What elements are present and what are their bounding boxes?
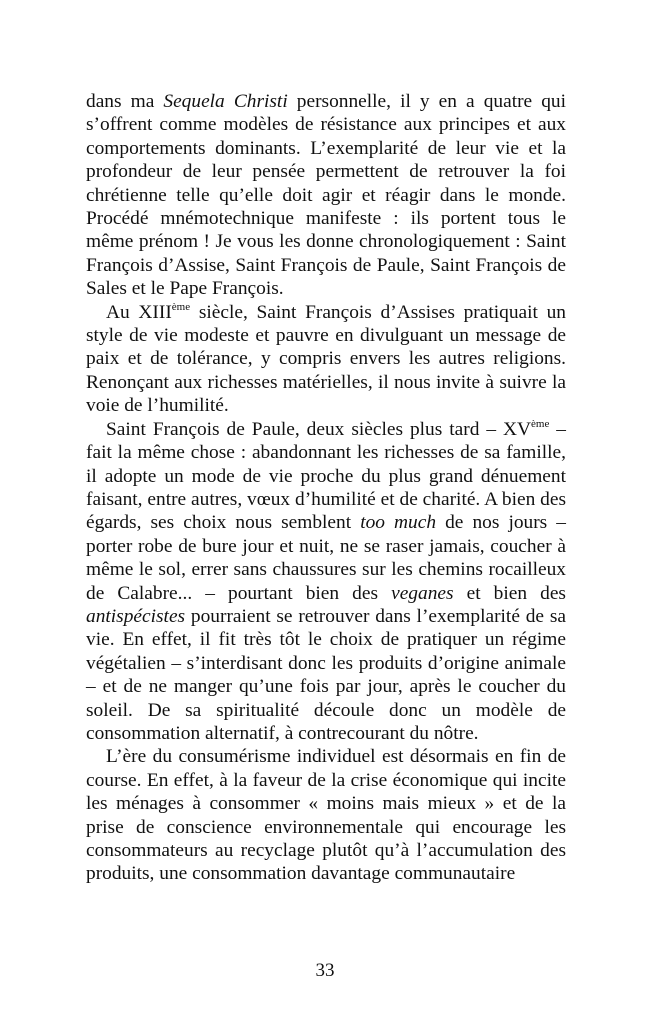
text-run: Au XIII xyxy=(106,301,172,323)
paragraph xyxy=(86,301,566,418)
text-run: et bien des xyxy=(453,582,566,604)
italic-text: too much xyxy=(360,512,437,534)
italic-text: Sequela Christi xyxy=(163,91,288,112)
text-run: siècle, Saint François d’Assises pratiquait un style de vie modeste et pauvre en divulguant un message de paix et de tolérance, y compris envers les autres religions. Renonçant aux richesses matérielles, il nous invite à suivre la voie de l’humilité. xyxy=(86,301,566,417)
text-run: L’ère du consumérisme individuel est désormais en fin de course. En effet, à la faveur de la crise économique qui incite les ménages à consommer « moins mais mieux » et de la prise de conscience environnementale qui encourage les consommateurs au recyclage plutôt qu’à l’accumulation des produits, une consommation davantage communautaire xyxy=(86,746,566,885)
superscript-text: ème xyxy=(171,300,191,313)
body-text xyxy=(86,90,566,886)
text-run: Saint François de Paule, deux siècles plus tard – XV xyxy=(106,418,532,440)
italic-text: antispécistes xyxy=(86,605,186,627)
italic-text: veganes xyxy=(391,582,454,604)
page-number: 33 xyxy=(315,960,335,981)
paragraph xyxy=(86,90,566,301)
text-run: pourraient se retrouver dans l’exemplarité de sa vie. En effet, il fit très tôt le choix de pratiquer un régime végétalien – s’interdisant donc les produits d’origine animale – et de ne manger qu’une fois par jour, après le coucher du soleil. De sa spiritualité découle donc un modèle de consommation alternatif, à contrecourant du nôtre. xyxy=(86,605,566,744)
text-run: de nos jours – porter robe de bure jour et nuit, ne se raser jamais, coucher à même le sol, errer sans chaussures sur les chemins rocailleux de Calabre... – pourtant bien des xyxy=(86,512,566,604)
text-run: – fait la même chose : abandonnant les richesses de sa famille, il adopte un mode de vie proche du plus grand dénuement faisant, entre autres, vœux d’humilité et de charité. A bien des égards, ses choix nous semblent xyxy=(86,418,566,534)
text-run: personnelle, il y en a quatre qui s’offrent comme modèles de résistance aux principes et aux comportements dominants. L’exemplarité de leur vie et la profondeur de leur pensée permettent de retrouver la foi chrétienne telle qu’elle doit agir et réagir dans le monde. Procédé mnémotechnique manifeste : ils portent tous le même prénom ! Je vous les donne chronologiquement : Saint François d’Assise, Saint François de Paule, Saint François de Sales et le Pape François. xyxy=(86,91,567,300)
superscript-text: ème xyxy=(531,417,550,430)
paragraph xyxy=(86,418,566,746)
text-run: dans ma xyxy=(86,91,164,112)
paragraph xyxy=(86,745,566,885)
